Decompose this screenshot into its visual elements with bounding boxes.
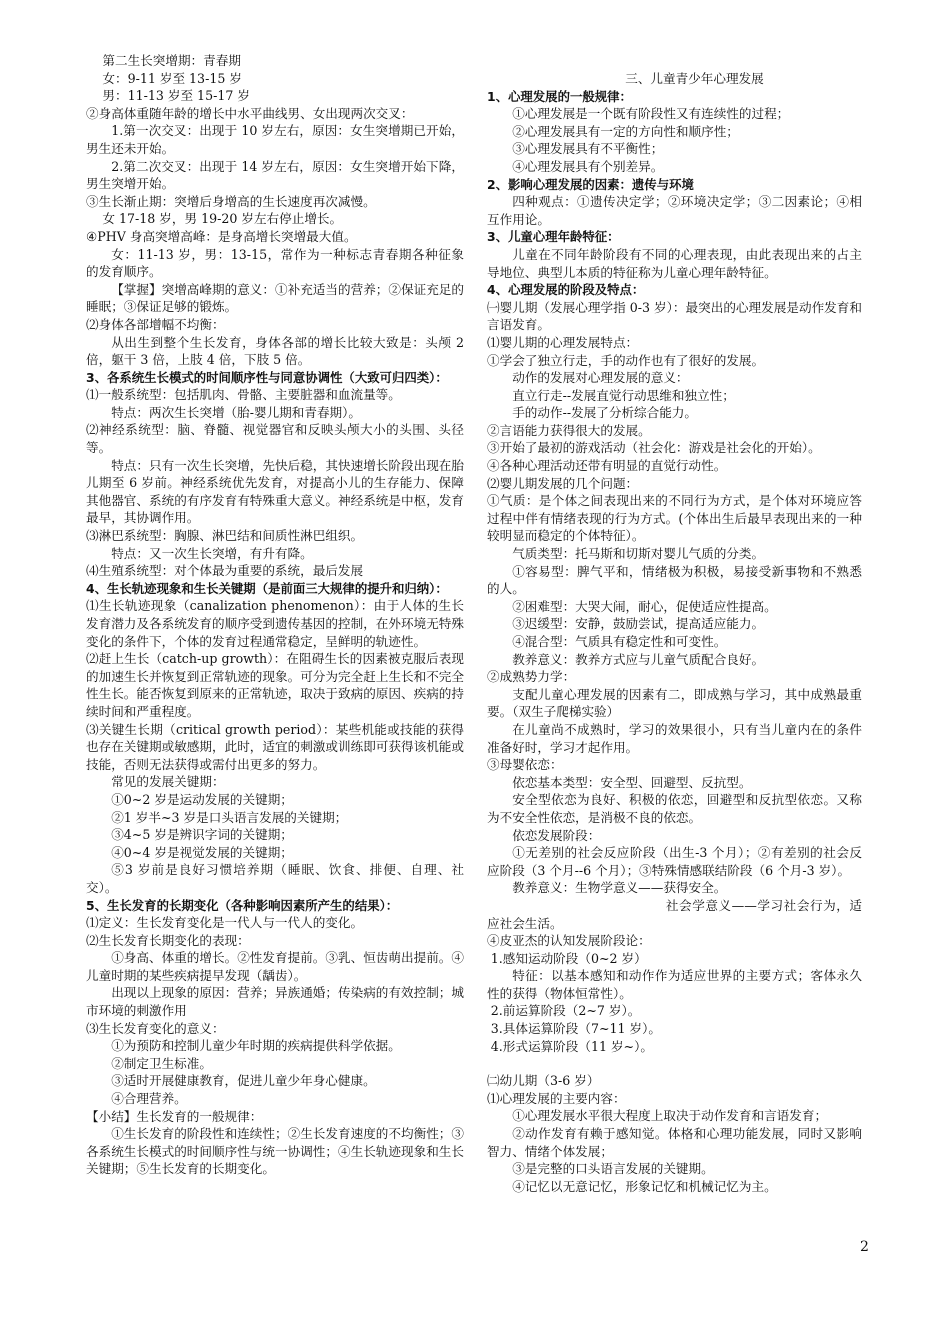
section-heading: 5、生长发育的长期变化（各种影响因素所产生的结果）： xyxy=(86,897,399,913)
paragraph: 安全型依恋为良好、积极的依恋，回避型和反抗型依恋。又称为不安全性依恋，是消极不良的依恋。 xyxy=(487,792,862,825)
paragraph: 手的动作--发展了分析综合能力。 xyxy=(512,405,698,421)
paragraph: ⑵身体各部增幅不均衡： xyxy=(86,316,225,332)
paragraph: ⑵生长发育长期变化的表现： xyxy=(86,932,250,948)
paragraph: ④PHV 身高突增高峰：是身高增长突增最大值。 xyxy=(86,228,357,244)
paragraph: ㈡幼儿期（3-6 岁） xyxy=(487,1073,600,1089)
paragraph: ⑴婴儿期的心理发展特点： xyxy=(487,334,639,350)
paragraph: 特征：以基本感知和动作作为适应世界的主要方式；客体永久性的获得（物体恒常性）。 xyxy=(487,968,862,1001)
paragraph: 特点：两次生长突增（胎-婴儿期和青春期）。 xyxy=(111,404,362,420)
paragraph: ①心理发展是一个既有阶段性又有连续性的过程； xyxy=(512,106,790,122)
paragraph: ①生长发育的阶段性和连续性；②生长发育速度的不均衡性；③各系统生长模式的时间顺序性与统一协调性；④生长轨迹现象和生长关键期；⑤生长发育的长期变化。 xyxy=(86,1126,464,1177)
paragraph: 四种观点：①遗传决定学；②环境决定学；③二因素论；④相互作用论。 xyxy=(487,194,862,227)
paragraph: ⑶淋巴系统型：胸腺、淋巴结和间质性淋巴组织。 xyxy=(86,528,364,544)
paragraph: ②制定卫生标准。 xyxy=(111,1055,212,1071)
paragraph: ⑴心理发展的主要内容： xyxy=(487,1090,626,1106)
section-heading: 3、儿童心理年龄特征： xyxy=(487,229,620,245)
paragraph: ⑷生殖系统型：对个体最为重要的系统，最后发展 xyxy=(86,563,364,579)
paragraph: 3.具体运算阶段（7~11 岁）。 xyxy=(490,1021,662,1037)
paragraph: ④记忆以无意记忆，形象记忆和机械记忆为主。 xyxy=(512,1178,777,1194)
paragraph: ④混合型：气质具有稳定性和可变性。 xyxy=(512,634,727,649)
paragraph: 依恋基本类型：安全型、回避型、反抗型。 xyxy=(512,774,752,790)
paragraph: ⑵婴儿期发展的几个问题： xyxy=(487,475,639,491)
paragraph: ②身高体重随年龄的增长中水平曲线男、女出现两次交叉： xyxy=(86,105,414,121)
paragraph: ③生长渐止期：突增后身增高的生长速度再次减慢。 xyxy=(86,193,376,209)
paragraph: ②心理发展具有一定的方向性和顺序性； xyxy=(512,123,739,139)
right-column xyxy=(487,70,862,1195)
paragraph: 女：9-11 岁至 13-15 岁 xyxy=(102,70,242,86)
paragraph: ㈠婴儿期（发展心理学指 0-3 岁）：最突出的心理发展是动作发育和言语发育。 xyxy=(487,299,862,333)
section-heading: 4、心理发展的阶段及特点： xyxy=(487,282,645,298)
paragraph: ①气质：是个体之间表现出来的不同行为方式，是个体对环境应答过程中伴有情绪表现的行为方式。(个体出生后最早表现出来的一种较明显而稳定的个体特征）。 xyxy=(487,493,862,544)
paragraph: 气质类型：托马斯和切斯对婴儿气质的分类。 xyxy=(512,546,765,562)
paragraph: ⑶关键生长期（critical growth period）：某些机能或技能的获得也存在关键期或敏感期，此时，适宜的刺激或训练即可获得该机能或技能，否则无法获得或需付出更多的努力。 xyxy=(86,721,464,772)
paragraph: 【掌握】突增高峰期的意义：①补充适当的营养；②保证充足的睡眠；③保证足够的锻炼。 xyxy=(86,281,464,315)
paragraph: ②成熟势力学： xyxy=(487,669,576,685)
paragraph: ④心理发展具有个别差异。 xyxy=(512,158,664,174)
paragraph: 社会学意义——学习社会行为，适应社会生活。 xyxy=(487,897,862,931)
paragraph: 直立行走--发展直觉行动思维和独立性； xyxy=(512,387,735,403)
paragraph: ⑶生长发育变化的意义： xyxy=(86,1020,225,1036)
paragraph: ⑴定义：生长发育变化是一代人与一代人的变化。 xyxy=(86,915,364,931)
paragraph: ②言语能力获得很大的发展。 xyxy=(487,422,651,438)
section-heading: 1、心理发展的一般规律： xyxy=(487,88,632,104)
left-column xyxy=(86,52,464,1178)
paragraph: 教养意义：教养方式应与儿童气质配合良好。 xyxy=(512,651,765,667)
paragraph: ④各种心理活动还带有明显的直觉行动性。 xyxy=(487,458,727,474)
section-heading: 2、影响心理发展的因素：遗传与环境 xyxy=(487,176,694,192)
paragraph: 4.形式运算阶段（11 岁~）。 xyxy=(490,1038,653,1054)
paragraph: ③开始了最初的游戏活动（社会化：游戏是社会化的开始）。 xyxy=(487,440,821,456)
paragraph: ①无差别的社会反应阶段（出生-3 个月）；②有差别的社会反应阶段（3 个月--6 个月）；③特殊情感联结阶段（6 个月-3 岁）。 xyxy=(487,845,862,878)
paragraph: ②困难型：大哭大闹，耐心，促使适应性提高。 xyxy=(512,598,777,614)
paragraph: 教养意义：生物学意义——获得安全。 xyxy=(512,880,727,896)
paragraph-spacer xyxy=(487,1055,862,1072)
paragraph: 出现以上现象的原因：营养；异族通婚；传染病的有效控制；城市环境的刺激作用 xyxy=(86,985,464,1019)
paragraph: ⑵神经系统型：脑、脊髓、视觉器官和反映头颅大小的头围、头径等。 xyxy=(86,422,464,456)
paragraph: 特点：只有一次生长突增，先快后稳，其快速增长阶段出现在胎儿期至 6 岁前。神经系统优先发育，对提高小儿的生存能力、保障其他器官、系统的有序发育有特殊重大意义。神经系统是中枢，发育最早，其协调作用。 xyxy=(86,457,464,526)
paragraph: 儿童在不同年龄阶段有不同的心理表现，由此表现出来的占主导地位、典型儿本质的特征称为儿童心理年龄特征。 xyxy=(487,246,862,280)
section-heading: 3、各系统生长模式的时间顺序性与同意协调性（大致可归四类）： xyxy=(86,369,448,385)
paragraph: 从出生到整个生长发育，身体各部的增长比较大致是：头颅 2 倍，躯干 3 倍，上肢 4 倍，下肢 5 倍。 xyxy=(86,334,464,368)
paragraph: ⑤3 岁前是良好习惯培养期（睡眠、饮食、排便、自理、社交）。 xyxy=(86,862,464,895)
paragraph: ③心理发展具有不平衡性； xyxy=(512,141,664,157)
paragraph: ①心理发展水平很大程度上取决于动作发育和言语发育； xyxy=(512,1108,828,1124)
paragraph: ⑴一般系统型：包括肌肉、骨骼、主要脏器和血流量等。 xyxy=(86,387,401,403)
paragraph: 常见的发展关键期： xyxy=(111,774,225,790)
paragraph: ⑵赶上生长（catch-up growth）：在阻碍生长的因素被克服后表现的加速生长并恢复到正常轨迹的现象。可分为完全赶上生长和不完全性生长。能否恢复到原来的正常轨迹，取决于致病的原因、疾病的持续时间和严重程度。 xyxy=(86,651,464,719)
paragraph: ①学会了独立行走，手的动作也有了很好的发展。 xyxy=(487,352,765,368)
paragraph: 1.第一次交叉：出现于 10 岁左右，原因：女生突增期已开始，男生还未开始。 xyxy=(86,123,464,156)
paragraph: ③4~5 岁是辨识字词的关键期； xyxy=(111,827,293,843)
paragraph: ③迟缓型：安静，鼓励尝试，提高适应能力。 xyxy=(512,616,765,632)
paragraph: ①为预防和控制儿童少年时期的疾病提供科学依据。 xyxy=(111,1038,401,1054)
paragraph: ③适时开展健康教育，促进儿童少年身心健康。 xyxy=(111,1073,376,1089)
paragraph: 【小结】生长发育的一般规律： xyxy=(86,1108,263,1124)
paragraph: ⑴生长轨迹现象（canalization phenomenon）：由于人体的生长发育潜力及各系统发育的顺序受到遗传基因的控制，在外环境无特殊变化的条件下，个体的发育过程通常稳定，呈鲜明的轨迹性。 xyxy=(86,598,464,649)
paragraph: ④皮亚杰的认知发展阶段论： xyxy=(487,933,651,949)
paragraph: ①身高、体重的增长。②性发育提前。③乳、恒齿萌出提前。④儿童时期的某些疾病提早发现（龋齿）。 xyxy=(86,950,464,983)
paragraph: 支配儿童心理发展的因素有二，即成熟与学习，其中成熟最重要。（双生子爬梯实验） xyxy=(487,686,862,720)
page-number: 2 xyxy=(860,1239,869,1255)
paragraph: 2.前运算阶段（2~7 岁）。 xyxy=(490,1003,641,1019)
paragraph: 女 17-18 岁，男 19-20 岁左右停止增长。 xyxy=(102,211,343,227)
paragraph: 2.第二次交叉：出现于 14 岁左右，原因：女生突增开始下降，男生突增开始。 xyxy=(86,158,464,192)
paragraph: 特点：又一次生长突增，有升有降。 xyxy=(111,545,313,561)
section-heading: 三、儿童青少年心理发展 xyxy=(625,71,764,86)
paragraph: ②动作发育有赖于感知觉。体格和心理功能发展，同时又影响智力、情绪个体发展； xyxy=(487,1126,862,1159)
paragraph: ③是完整的口头语言发展的关键期。 xyxy=(512,1161,714,1177)
paragraph: 动作的发展对心理发展的意义： xyxy=(512,370,689,386)
paragraph: 男：11-13 岁至 15-17 岁 xyxy=(102,88,250,104)
paragraph: 1.感知运动阶段（0~2 岁） xyxy=(490,950,647,966)
paragraph: 在儿童尚不成熟时，学习的效果很小，只有当儿童内在的条件准备好时，学习才起作用。 xyxy=(487,721,862,755)
paragraph: 女：11-13 岁，男：13-15，常作为一种标志青春期各种征象的发育顺序。 xyxy=(86,246,464,280)
paragraph: ④合理营养。 xyxy=(111,1091,187,1107)
paragraph: 第二生长突增期：青春期 xyxy=(102,53,241,68)
paragraph: ①0~2 岁是运动发展的关键期； xyxy=(111,791,293,807)
paragraph: ①容易型：脾气平和，情绪极为积极，易接受新事物和不熟悉的人。 xyxy=(487,563,862,597)
paragraph: ④0~4 岁是视觉发展的关键期； xyxy=(111,844,293,860)
paragraph: 依恋发展阶段： xyxy=(512,827,601,843)
section-heading: 4、生长轨迹现象和生长关键期（是前面三大规律的提升和归纳）： xyxy=(86,580,448,596)
paragraph: ②1 岁半~3 岁是口头语言发展的关键期； xyxy=(111,809,348,825)
paragraph: ③母婴依恋： xyxy=(487,757,563,773)
